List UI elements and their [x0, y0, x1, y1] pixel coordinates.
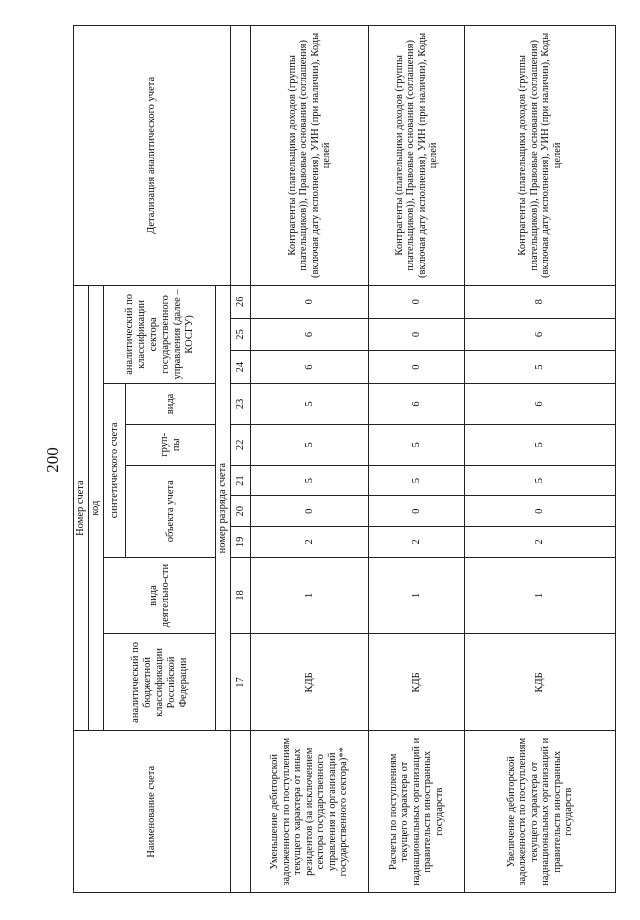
cell-18: 1	[465, 557, 616, 634]
cell-20: 0	[465, 496, 616, 527]
table-row	[369, 26, 465, 893]
header-digit-row: номер разряда счета	[216, 285, 231, 731]
column-number-blank	[231, 26, 251, 286]
page-number: 200	[43, 447, 62, 473]
row-name: Уменьшение дебиторской задолженности по поступлениям текущего характера от иных резидентов (за исключением сектора государственного управления и организаций государственного сектора)**	[251, 731, 369, 893]
cell-26: 8	[465, 285, 616, 318]
cell-17: КДБ	[369, 634, 465, 731]
header-synthetic: синтетического счета	[104, 384, 126, 558]
column-number: 25	[231, 318, 251, 351]
cell-20: 0	[251, 496, 369, 527]
cell-20: 0	[369, 496, 465, 527]
accounts-table	[73, 25, 616, 893]
column-number: 26	[231, 285, 251, 318]
cell-25: 0	[369, 318, 465, 351]
column-number: 20	[231, 496, 251, 527]
cell-17: КДБ	[465, 634, 616, 731]
cell-22: 5	[369, 424, 465, 465]
header-detail: Детализация аналитического учета	[74, 26, 231, 286]
cell-23: 6	[465, 384, 616, 425]
column-number: 22	[231, 424, 251, 465]
header-bk: аналитический по бюджетной классификации Российской Федерации	[104, 634, 216, 731]
cell-23: 5	[251, 384, 369, 425]
rotated-table-wrapper	[73, 25, 615, 893]
cell-18: 1	[369, 557, 465, 634]
cell-17: КДБ	[251, 634, 369, 731]
header-activity: вида деятельно-сти	[104, 557, 216, 634]
header-kosgu: аналитический по классификации сектора государственного управления (далее – КОСГУ)	[104, 285, 216, 383]
cell-26: 0	[369, 285, 465, 318]
cell-25: 6	[465, 318, 616, 351]
cell-24: 5	[465, 351, 616, 384]
column-number-blank	[231, 731, 251, 893]
cell-21: 5	[251, 465, 369, 496]
table-row	[251, 26, 369, 893]
cell-19: 2	[465, 527, 616, 558]
cell-19: 2	[369, 527, 465, 558]
cell-18: 1	[251, 557, 369, 634]
column-number: 21	[231, 465, 251, 496]
header-name: Наименование счета	[74, 731, 231, 893]
cell-24: 6	[251, 351, 369, 384]
table-row	[465, 26, 616, 893]
header-object: объекта учета	[126, 465, 216, 557]
header-code: код	[89, 285, 104, 731]
cell-25: 6	[251, 318, 369, 351]
column-number: 23	[231, 384, 251, 425]
header-account-number: Номер счета	[74, 285, 89, 731]
row-detail: Контрагенты (плательщики доходов (группы плательщиков)), Правовые основания (соглашения) (включая дату исполнения), УИН (при наличии), Коды целей	[465, 26, 616, 286]
column-number: 24	[231, 351, 251, 384]
row-detail: Контрагенты (плательщики доходов (группы плательщиков)), Правовые основания (соглашения) (включая дату исполнения), УИН (при наличии), Коды целей	[251, 26, 369, 286]
cell-23: 6	[369, 384, 465, 425]
cell-24: 0	[369, 351, 465, 384]
cell-22: 5	[251, 424, 369, 465]
cell-21: 5	[369, 465, 465, 496]
row-name: Расчеты по поступлениям текущего характера от наднациональных организаций и правительств иностранных государств	[369, 731, 465, 893]
column-number: 18	[231, 557, 251, 634]
cell-19: 2	[251, 527, 369, 558]
row-name: Увеличение дебиторской задолженности по поступлениям текущего характера от наднациональных организаций и правительств иностранных государств	[465, 731, 616, 893]
column-number: 17	[231, 634, 251, 731]
header-group: груп-пы	[126, 424, 216, 465]
cell-22: 5	[465, 424, 616, 465]
cell-26: 0	[251, 285, 369, 318]
row-detail: Контрагенты (плательщики доходов (группы плательщиков)), Правовые основания (соглашения) (включая дату исполнения), УИН (при наличии), Коды целей	[369, 26, 465, 286]
column-number: 19	[231, 527, 251, 558]
cell-21: 5	[465, 465, 616, 496]
header-kind: вида	[126, 384, 216, 425]
